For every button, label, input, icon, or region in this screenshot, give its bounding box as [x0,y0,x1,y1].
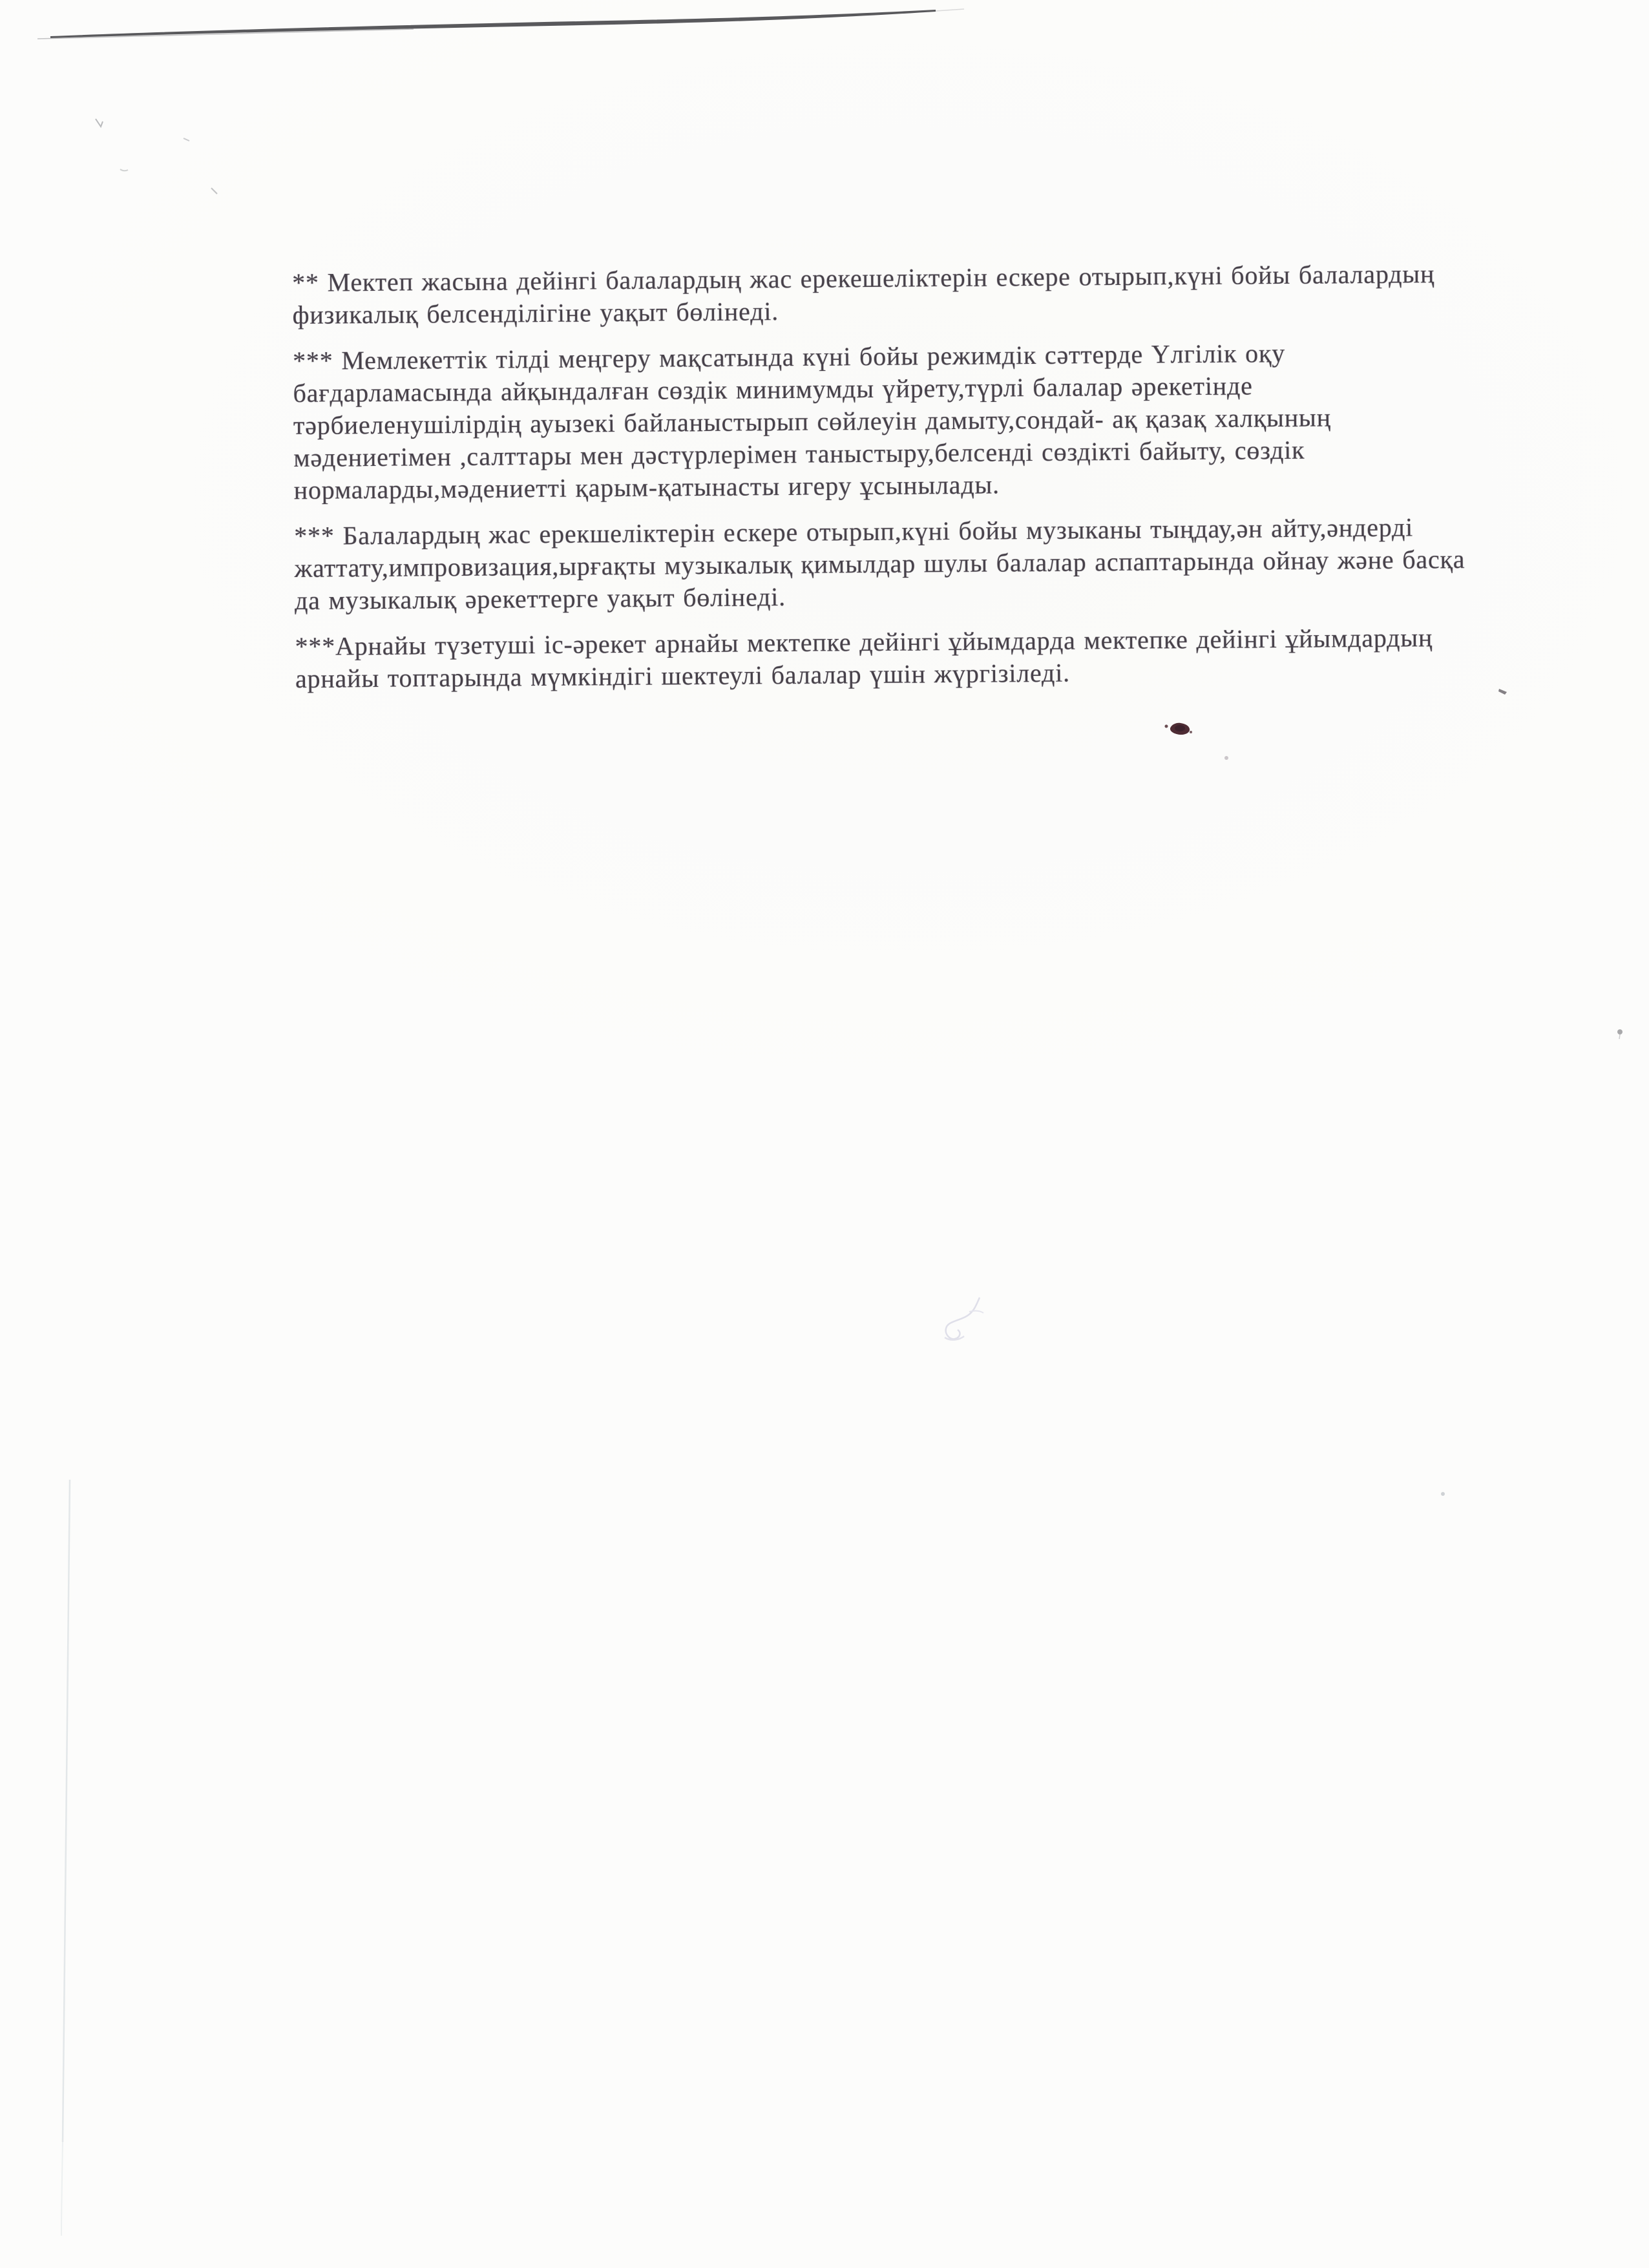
pencil-ghost-artifact [945,1297,983,1340]
scan-edge-streak-artifact [37,9,964,39]
paragraph-4: ***Арнайы түзетуші іс-әрекет арнайы мектепке дейінгі ұйымдарда мектепке дейінгі ұйымдардың арнайы топтарында мүмкіндігі шектеулі балалар үшін жүргізіледі. [295,623,1433,693]
faint-dot-artifact [1441,1492,1445,1496]
paragraph-2: *** Мемлекеттік тілді меңгеру мақсатында күні бойы режимдік сәттерде Үлгілік оқу бағдарламасында айқындалған сөздік минимумды үйрету,түрлі балалар әрекетінде тәрбиеленушілірдің ауызекі байланыстырып сөйлеуін дамыту,сондай- ақ қазақ халқының мәдениетімен ,салттары мен дәстүрлерімен таныстыру,белсенді сөздікті байыту, сөздік нормаларды,мәдениетті қарым-қатынасты игеру ұсынылады. [292,338,1331,505]
document-text [292,257,1639,709]
gray-dot-artifact [1617,1029,1623,1039]
ink-smudge-artifact [1165,723,1193,735]
faint-speck [1224,756,1228,760]
paragraph-1: ** Мектеп жасына дейінгі балалардың жас ерекешеліктерін ескере отырып,күні бойы балалардың физикалық белсенділігіне уақыт бөлінеді. [292,259,1435,330]
dust-specks-top-left [96,119,217,194]
crease-line-artifact [61,1480,70,2236]
paragraph-3: *** Балалардың жас ерекшеліктерін ескере отырып,күні бойы музыканы тыңдау,ән айту,әндерді жаттату,импровизация,ырғақты музыкалық қимылдар шулы балалар аспаптарында ойнау және басқа да музыкалық әрекеттерге уақыт бөлінеді. [294,512,1465,615]
